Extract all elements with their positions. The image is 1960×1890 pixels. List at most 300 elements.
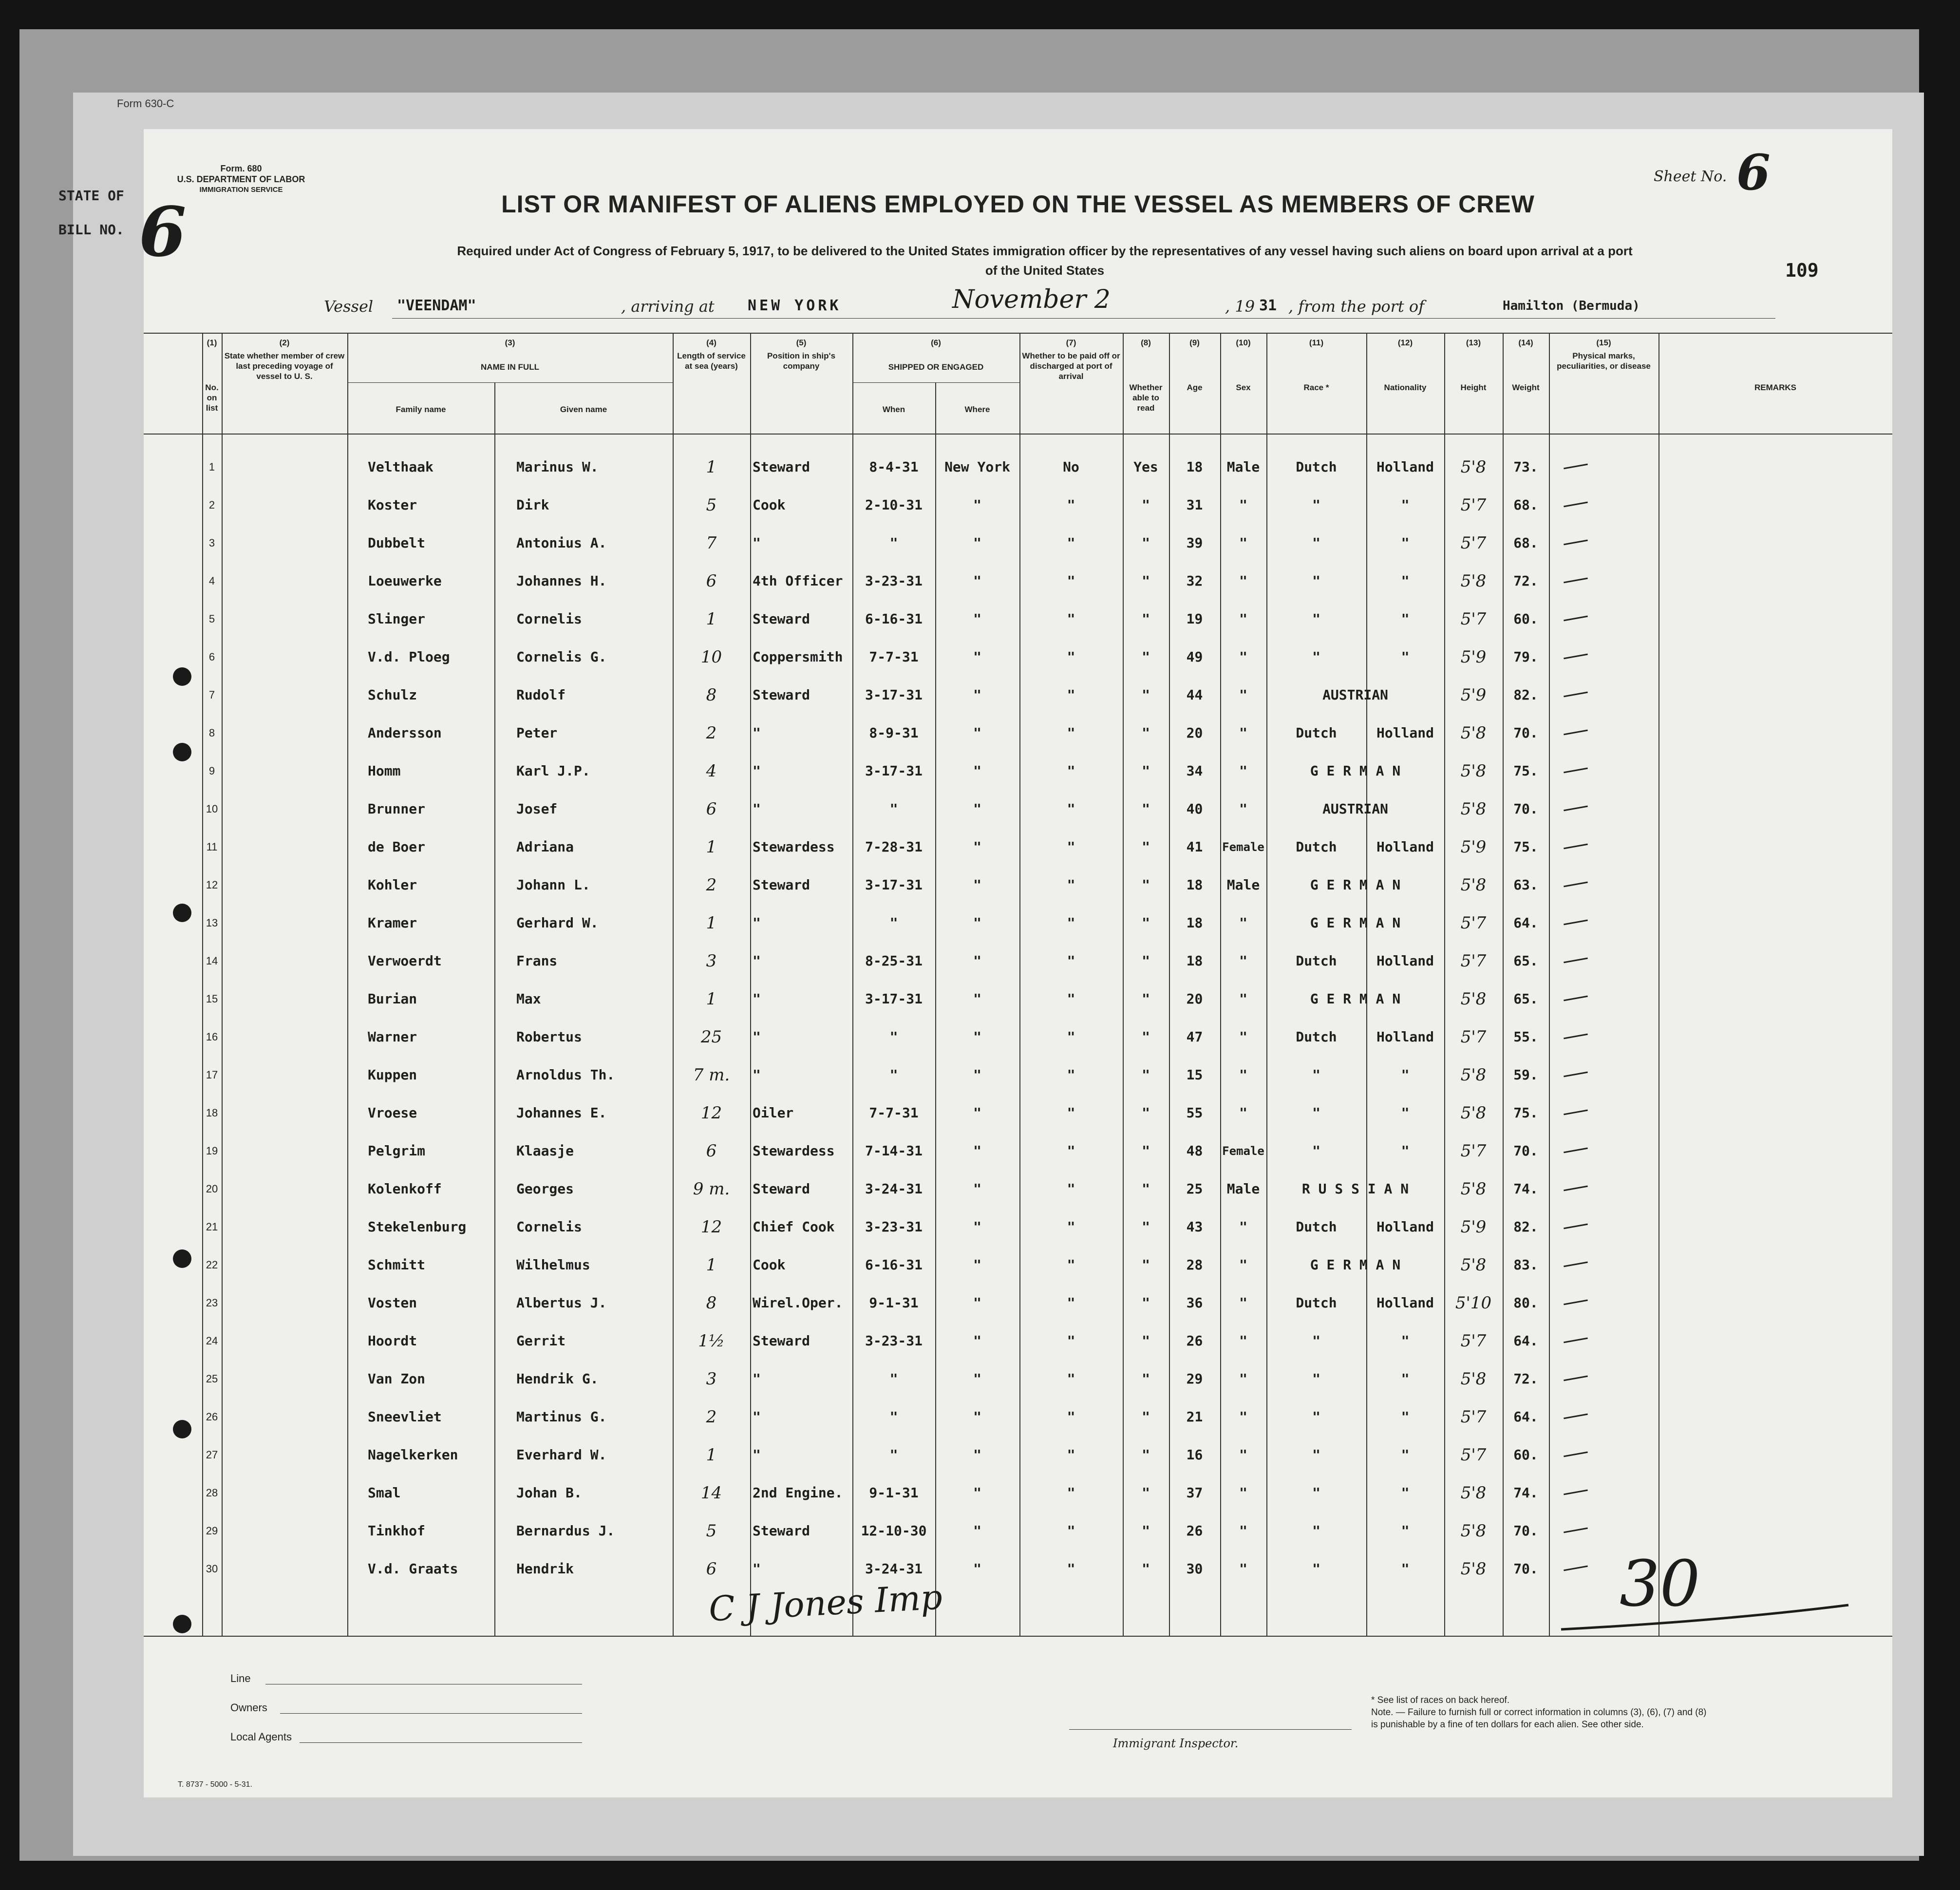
- cell-weight: 72.: [1513, 573, 1538, 589]
- cell-family: Schmitt: [368, 1257, 426, 1273]
- cell-position: Steward: [753, 611, 810, 627]
- cell-family: Pelgrim: [368, 1143, 426, 1159]
- cell-service: 1: [706, 609, 717, 629]
- cell-given: Georges: [516, 1181, 574, 1197]
- cell-service: 12: [700, 1217, 722, 1237]
- cell-family: Nagelkerken: [368, 1447, 458, 1463]
- cell-paid: ": [1067, 877, 1075, 893]
- cell-no: 19: [206, 1145, 218, 1157]
- cell-given: Johannes E.: [516, 1105, 607, 1121]
- cell-read: Yes: [1133, 459, 1158, 475]
- cell-race: ": [1312, 1143, 1320, 1159]
- cell-family: Andersson: [368, 725, 442, 741]
- punch-hole: [173, 1249, 191, 1268]
- cell-nationality: [1366, 1170, 1444, 1208]
- cell-no: 18: [206, 1107, 218, 1119]
- cell-age: 48: [1186, 1143, 1203, 1159]
- arriving-label: , arriving at: [621, 297, 715, 316]
- column-number-10: (11): [1309, 338, 1324, 347]
- crew-row: [144, 1208, 1892, 1246]
- column-header-13: Weight: [1512, 383, 1540, 392]
- cell-no: 26: [206, 1411, 218, 1423]
- cell-when: ": [889, 1067, 898, 1083]
- cell-when: 3-24-31: [865, 1181, 923, 1197]
- column-number-13: (14): [1518, 338, 1533, 347]
- cell-position: Wirel.Oper.: [753, 1295, 843, 1311]
- cell-weight: 55.: [1513, 1029, 1538, 1045]
- cell-race: ": [1312, 497, 1320, 513]
- cell-given: Martinus G.: [516, 1409, 607, 1425]
- cell-nationality: [1366, 676, 1444, 714]
- cell-service: 3: [706, 951, 717, 971]
- cell-read: ": [1142, 915, 1150, 931]
- cell-service: 1: [706, 837, 717, 857]
- cell-no: 22: [206, 1259, 218, 1271]
- cell-where: ": [973, 953, 981, 969]
- footer-agents-label: Local Agents: [230, 1731, 292, 1743]
- cell-given: Hendrik G.: [516, 1371, 599, 1387]
- cell-paid: ": [1067, 1409, 1075, 1425]
- cell-given: Peter: [516, 725, 558, 741]
- behind-form-label: Form 630-C: [117, 97, 174, 110]
- inspector-signature: C J Jones Imp: [708, 1577, 943, 1629]
- crew-row: [144, 1360, 1892, 1398]
- cell-sex: Male: [1226, 1181, 1260, 1197]
- cell-position: Steward: [753, 877, 810, 893]
- cell-where: ": [973, 1181, 981, 1197]
- cell-read: ": [1142, 1067, 1150, 1083]
- cell-when: 6-16-31: [865, 611, 923, 627]
- cell-age: 18: [1186, 459, 1203, 475]
- crew-row: [144, 562, 1892, 600]
- column-header-0: No. on list: [205, 383, 219, 413]
- cell-position: ": [753, 763, 761, 779]
- cell-service: 6: [706, 571, 717, 591]
- crew-row: [144, 1018, 1892, 1056]
- cell-service: 14: [700, 1483, 722, 1503]
- cell-where: ": [973, 1029, 981, 1045]
- cell-height: 5'8: [1460, 1559, 1487, 1579]
- cell-paid: ": [1067, 1333, 1075, 1349]
- cell-height: 5'8: [1460, 457, 1487, 477]
- cell-sex: ": [1239, 573, 1247, 589]
- cell-where: ": [973, 1067, 981, 1083]
- stamp-number: 109: [1785, 260, 1819, 281]
- physical-marks-dash: [1564, 768, 1588, 774]
- cell-service: 5: [706, 495, 717, 515]
- cell-when: 3-17-31: [865, 687, 923, 703]
- cell-position: Steward: [753, 459, 810, 475]
- cell-position: Stewardess: [753, 1143, 835, 1159]
- cell-no: 11: [206, 841, 218, 853]
- cell-service: 6: [706, 1141, 717, 1161]
- cell-race: ": [1312, 1523, 1320, 1539]
- cell-sex: ": [1239, 1447, 1247, 1463]
- cell-paid: ": [1067, 763, 1075, 779]
- cell-weight: 65.: [1513, 991, 1538, 1007]
- vessel-underline: [392, 318, 1775, 319]
- column-header-2: NAME IN FULL: [481, 362, 539, 372]
- physical-marks-dash: [1564, 882, 1588, 888]
- cell-sex: ": [1239, 1295, 1247, 1311]
- cell-family: Sneevliet: [368, 1409, 442, 1425]
- cell-read: ": [1142, 1295, 1150, 1311]
- cell-read: ": [1142, 1523, 1150, 1539]
- cell-given: Max: [516, 991, 541, 1007]
- cell-service: 1: [706, 913, 717, 933]
- cell-race: ": [1312, 1067, 1320, 1083]
- cell-no: 3: [208, 537, 215, 549]
- cell-read: ": [1142, 839, 1150, 855]
- cell-when: 3-17-31: [865, 763, 923, 779]
- cell-sex: ": [1239, 1409, 1247, 1425]
- cell-race: ": [1312, 1485, 1320, 1501]
- cell-service: 7: [706, 533, 717, 553]
- cell-paid: ": [1067, 991, 1075, 1007]
- cell-no: 9: [208, 765, 215, 777]
- crew-row: [144, 828, 1892, 866]
- cell-read: ": [1142, 1409, 1150, 1425]
- cell-family: Vroese: [368, 1105, 417, 1121]
- sheet-label: Sheet No.: [1654, 168, 1727, 185]
- cell-race: AUSTRIAN: [1322, 687, 1388, 703]
- cell-age: 55: [1186, 1105, 1203, 1121]
- cell-where: ": [973, 915, 981, 931]
- cell-when: 8-9-31: [869, 725, 919, 741]
- cell-height: 5'8: [1460, 761, 1487, 781]
- cell-no: 20: [206, 1183, 218, 1195]
- form-dept: U.S. DEPARTMENT OF LABOR: [177, 174, 305, 184]
- cell-nationality: [1366, 980, 1444, 1018]
- cell-read: ": [1142, 1371, 1150, 1387]
- cell-paid: ": [1067, 535, 1075, 551]
- cell-when: 6-16-31: [865, 1257, 923, 1273]
- cell-position: Steward: [753, 687, 810, 703]
- punch-hole: [173, 743, 191, 761]
- cell-service: 8: [706, 685, 717, 705]
- vessel-name: "VEENDAM": [397, 297, 476, 314]
- vessel-label: Vessel: [324, 297, 374, 316]
- punch-hole: [173, 904, 191, 922]
- manifest-title: LIST OR MANIFEST OF ALIENS EMPLOYED ON THE VESSEL AS MEMBERS OF CREW: [501, 190, 1535, 218]
- cell-sex: ": [1239, 497, 1247, 513]
- physical-marks-dash: [1564, 1072, 1588, 1077]
- cell-position: ": [753, 915, 761, 931]
- physical-marks-dash: [1564, 1452, 1588, 1457]
- cell-paid: ": [1067, 1561, 1075, 1577]
- cell-read: ": [1142, 1219, 1150, 1235]
- cell-race: ": [1312, 1333, 1320, 1349]
- column-number-4: (5): [796, 338, 807, 347]
- cell-nationality: Holland: [1376, 839, 1434, 855]
- cell-when: ": [889, 1409, 898, 1425]
- cell-age: 31: [1186, 497, 1203, 513]
- cell-age: 25: [1186, 1181, 1203, 1197]
- cell-when: 3-17-31: [865, 991, 923, 1007]
- from-port-label: , from the port of: [1288, 297, 1425, 316]
- cell-sex: ": [1239, 725, 1247, 741]
- cell-height: 5'7: [1460, 1027, 1487, 1047]
- cell-position: ": [753, 535, 761, 551]
- cell-service: 12: [700, 1103, 722, 1123]
- table-header-bottom: [144, 434, 1892, 435]
- cell-paid: ": [1067, 1105, 1075, 1121]
- cell-age: 37: [1186, 1485, 1203, 1501]
- column-subheader-2-1: Given name: [560, 405, 607, 414]
- cell-where: ": [973, 1295, 981, 1311]
- cell-paid: ": [1067, 687, 1075, 703]
- cell-given: Hendrik: [516, 1561, 574, 1577]
- physical-marks-dash: [1564, 730, 1588, 736]
- column-number-1: (2): [279, 338, 290, 347]
- crew-row: [144, 942, 1892, 980]
- cell-race: G E R M A N: [1310, 915, 1401, 931]
- column-subheader-5-1: Where: [964, 405, 990, 414]
- cell-given: Josef: [516, 801, 558, 817]
- cell-where: ": [973, 1219, 981, 1235]
- cell-nationality: ": [1401, 1105, 1410, 1121]
- column-header-4: Position in ship's company: [767, 351, 836, 371]
- cell-nationality: ": [1401, 535, 1410, 551]
- cell-nationality: Holland: [1376, 725, 1434, 741]
- cell-where: ": [973, 649, 981, 665]
- inspector-label: Immigrant Inspector.: [1113, 1737, 1239, 1750]
- cell-weight: 70.: [1513, 1143, 1538, 1159]
- cell-when: 7-28-31: [865, 839, 923, 855]
- cell-height: 5'8: [1460, 1179, 1487, 1199]
- cell-height: 5'8: [1460, 723, 1487, 743]
- cell-position: ": [753, 1067, 761, 1083]
- column-number-9: (10): [1236, 338, 1251, 347]
- column-header-6: Whether to be paid off or discharged at port of arrival: [1022, 351, 1120, 381]
- cell-age: 16: [1186, 1447, 1203, 1463]
- cell-weight: 72.: [1513, 1371, 1538, 1387]
- cell-paid: ": [1067, 1371, 1075, 1387]
- cell-sex: ": [1239, 991, 1247, 1007]
- cell-no: 24: [206, 1335, 218, 1347]
- cell-no: 28: [206, 1487, 218, 1499]
- cell-given: Cornelis G.: [516, 649, 607, 665]
- physical-marks-dash: [1564, 1566, 1588, 1571]
- cell-family: Burian: [368, 991, 417, 1007]
- cell-read: ": [1142, 535, 1150, 551]
- cell-where: ": [973, 801, 981, 817]
- cell-age: 36: [1186, 1295, 1203, 1311]
- cell-read: ": [1142, 1105, 1150, 1121]
- cell-weight: 74.: [1513, 1181, 1538, 1197]
- cell-given: Antonius A.: [516, 535, 607, 551]
- cell-nationality: Holland: [1376, 459, 1434, 475]
- cell-position: Cook: [753, 497, 786, 513]
- cell-where: ": [973, 839, 981, 855]
- cell-paid: ": [1067, 801, 1075, 817]
- cell-weight: 80.: [1513, 1295, 1538, 1311]
- cell-where: ": [973, 1523, 981, 1539]
- cell-nationality: [1366, 752, 1444, 790]
- cell-family: V.d. Ploeg: [368, 649, 450, 665]
- cell-where: ": [973, 725, 981, 741]
- cell-race: G E R M A N: [1310, 763, 1401, 779]
- cell-race: G E R M A N: [1310, 1257, 1401, 1273]
- cell-family: Kramer: [368, 915, 417, 931]
- cell-service: 3: [706, 1369, 717, 1389]
- cell-paid: ": [1067, 839, 1075, 855]
- cell-read: ": [1142, 877, 1150, 893]
- cell-no: 5: [208, 613, 215, 625]
- physical-marks-dash: [1564, 692, 1588, 698]
- cell-weight: 82.: [1513, 687, 1538, 703]
- cell-age: 26: [1186, 1523, 1203, 1539]
- cell-when: ": [889, 535, 898, 551]
- cell-height: 5'8: [1460, 571, 1487, 591]
- crew-row: [144, 1246, 1892, 1284]
- cell-weight: 70.: [1513, 1561, 1538, 1577]
- cell-weight: 64.: [1513, 915, 1538, 931]
- cell-read: ": [1142, 1485, 1150, 1501]
- cell-when: 8-4-31: [869, 459, 919, 475]
- physical-marks-dash: [1564, 1414, 1588, 1419]
- cell-position: Steward: [753, 1181, 810, 1197]
- cell-read: ": [1142, 991, 1150, 1007]
- total-underline: [1556, 1571, 1858, 1639]
- cell-paid: ": [1067, 1447, 1075, 1463]
- cell-no: 2: [208, 499, 215, 511]
- footer-note-1: Note. — Failure to furnish full or correct information in columns (3), (6), (7) and (8): [1371, 1707, 1707, 1718]
- physical-marks-dash: [1564, 1338, 1588, 1343]
- physical-marks-dash: [1564, 1528, 1588, 1533]
- cell-race: Dutch: [1296, 953, 1337, 969]
- physical-marks-dash: [1564, 996, 1588, 1002]
- cell-nationality: ": [1401, 1143, 1410, 1159]
- cell-given: Klaasje: [516, 1143, 574, 1159]
- cell-nationality: Holland: [1376, 1219, 1434, 1235]
- cell-sex: ": [1239, 1029, 1247, 1045]
- cell-race: ": [1312, 1561, 1320, 1577]
- column-header-5: SHIPPED OR ENGAGED: [888, 362, 984, 372]
- cell-where: ": [973, 1371, 981, 1387]
- table-top-border: [144, 333, 1892, 334]
- column-number-6: (7): [1066, 338, 1076, 347]
- cell-service: 2: [706, 875, 717, 895]
- cell-read: ": [1142, 687, 1150, 703]
- cell-position: Oiler: [753, 1105, 794, 1121]
- crew-row: [144, 1170, 1892, 1208]
- cell-age: 19: [1186, 611, 1203, 627]
- cell-family: Stekelenburg: [368, 1219, 467, 1235]
- column-header-15: REMARKS: [1754, 383, 1796, 392]
- cell-given: Johannes H.: [516, 573, 607, 589]
- cell-age: 40: [1186, 801, 1203, 817]
- cell-height: 5'8: [1460, 1483, 1487, 1503]
- manifest-page: [139, 129, 1892, 1797]
- cell-position: Steward: [753, 1523, 810, 1539]
- cell-family: Homm: [368, 763, 401, 779]
- cell-position: ": [753, 1447, 761, 1463]
- cell-sex: ": [1239, 1219, 1247, 1235]
- cell-age: 41: [1186, 839, 1203, 855]
- crew-row: [144, 448, 1892, 486]
- cell-weight: 73.: [1513, 459, 1538, 475]
- cell-service: 7 m.: [693, 1065, 730, 1085]
- column-header-14: Physical marks, peculiarities, or disease: [1557, 351, 1651, 371]
- cell-weight: 75.: [1513, 763, 1538, 779]
- cell-when: 7-7-31: [869, 649, 919, 665]
- cell-weight: 83.: [1513, 1257, 1538, 1273]
- print-code: T. 8737 - 5000 - 5-31.: [178, 1780, 252, 1789]
- cell-sex: ": [1239, 649, 1247, 665]
- cell-race: ": [1312, 1105, 1320, 1121]
- cell-given: Cornelis: [516, 611, 582, 627]
- cell-race: G E R M A N: [1310, 991, 1401, 1007]
- cell-no: 30: [206, 1563, 218, 1575]
- cell-when: ": [889, 1029, 898, 1045]
- physical-marks-dash: [1564, 502, 1588, 508]
- cell-given: Adriana: [516, 839, 574, 855]
- cell-when: 2-10-31: [865, 497, 923, 513]
- cell-no: 25: [206, 1373, 218, 1385]
- cell-height: 5'8: [1460, 989, 1487, 1009]
- cell-nationality: ": [1401, 573, 1410, 589]
- cell-nationality: ": [1401, 497, 1410, 513]
- cell-position: ": [753, 1561, 761, 1577]
- behind-label-bill: BILL NO.: [58, 222, 124, 238]
- cell-weight: 70.: [1513, 801, 1538, 817]
- cell-race: ": [1312, 1409, 1320, 1425]
- cell-no: 8: [208, 727, 215, 739]
- crew-row: [144, 752, 1892, 790]
- cell-sex: ": [1239, 1561, 1247, 1577]
- cell-given: Albertus J.: [516, 1295, 607, 1311]
- column-number-5: (6): [931, 338, 941, 347]
- physical-marks-dash: [1564, 1490, 1588, 1495]
- cell-service: 1: [706, 1255, 717, 1275]
- column-number-2: (3): [505, 338, 515, 347]
- crew-row: [144, 1132, 1892, 1170]
- cell-when: ": [889, 1371, 898, 1387]
- crew-row: [144, 1284, 1892, 1322]
- cell-age: 26: [1186, 1333, 1203, 1349]
- cell-race: ": [1312, 611, 1320, 627]
- cell-where: ": [973, 877, 981, 893]
- column-number-11: (12): [1397, 338, 1413, 347]
- cell-when: 3-23-31: [865, 1333, 923, 1349]
- cell-no: 23: [206, 1297, 218, 1309]
- corner-number-mark: 6: [139, 192, 187, 272]
- cell-no: 12: [206, 879, 218, 891]
- cell-position: ": [753, 725, 761, 741]
- cell-age: 18: [1186, 915, 1203, 931]
- cell-when: ": [889, 1447, 898, 1463]
- cell-read: ": [1142, 1143, 1150, 1159]
- cell-height: 5'8: [1460, 799, 1487, 819]
- cell-age: 29: [1186, 1371, 1203, 1387]
- cell-nationality: Holland: [1376, 953, 1434, 969]
- cell-race: ": [1312, 573, 1320, 589]
- cell-weight: 63.: [1513, 877, 1538, 893]
- physical-marks-dash: [1564, 1300, 1588, 1305]
- cell-nationality: ": [1401, 1067, 1410, 1083]
- cell-height: 5'7: [1460, 495, 1487, 515]
- cell-service: 1½: [698, 1331, 725, 1351]
- arrival-port: NEW YORK: [748, 297, 842, 314]
- cell-no: 1: [208, 461, 215, 473]
- column-header-11: Nationality: [1384, 383, 1427, 392]
- crew-row: [144, 638, 1892, 676]
- inspector-rule: [1069, 1729, 1352, 1730]
- from-port: Hamilton (Bermuda): [1503, 299, 1640, 313]
- cell-where: ": [973, 1105, 981, 1121]
- physical-marks-dash: [1564, 464, 1588, 470]
